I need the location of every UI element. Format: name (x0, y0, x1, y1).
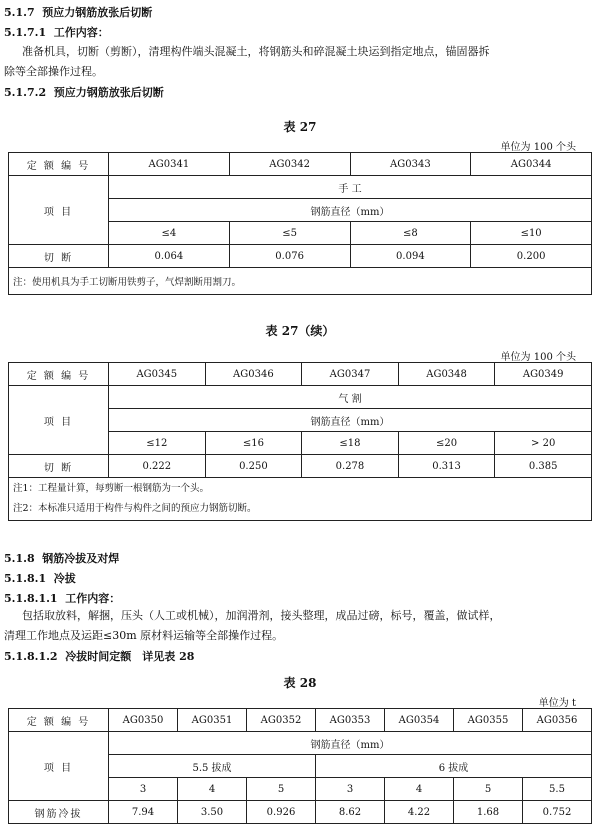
section-title: 冷拔 (53, 572, 76, 585)
section-number: 5.1.7 (4, 6, 35, 19)
table-27 (8, 152, 592, 295)
diameter-cell: 5 (247, 778, 316, 801)
section-number: 5.1.7.1 (4, 26, 47, 39)
method-cell: 气 割 (109, 386, 592, 409)
table-note-2: 注2：本标准只适用于构件与构件之间的预应力钢筋切断。 (13, 503, 257, 514)
table-row (9, 801, 592, 824)
code-label: 定 额 编 号 (9, 363, 109, 386)
table-28 (8, 708, 592, 824)
code-cell: AG0344 (471, 153, 592, 176)
section-title: 工作内容： (53, 26, 109, 39)
section-number: 5.1.8 (4, 552, 35, 565)
section-5-1-8-1-2-heading (4, 648, 194, 664)
work-content-1-line2: 除等全部操作过程。 (4, 65, 103, 78)
diameter-cell: 4 (385, 778, 454, 801)
table-27-cont-caption: 表 27（续） (265, 324, 335, 338)
section-5-1-7-1-heading (4, 24, 109, 40)
code-cell: AG0352 (247, 709, 316, 732)
work-content-1-line1: 准备机具，切断（剪断），清理构件端头混凝土，将钢筋头和碎混凝土块运到指定地点，锚固器拆 (22, 45, 490, 58)
value-cell: 8.62 (316, 801, 385, 824)
table-row (9, 732, 592, 755)
code-cell: AG0348 (398, 363, 495, 386)
table-notes (9, 478, 592, 521)
work-content-2-line1: 包括取放料，解捆，压头（人工或机械），加润滑剂，接头整理，成品过磅，标号，覆盖，做试样， (22, 609, 501, 622)
group-cell: 6 拔成 (316, 755, 592, 778)
table-27-cont-unit: 单位为 100 个头 (500, 352, 576, 363)
diameter-cell: 5.5 (523, 778, 592, 801)
section-number: 5.1.8.1.1 (4, 592, 58, 605)
diameter-cell: ≤20 (398, 432, 495, 455)
code-cell: AG0349 (495, 363, 592, 386)
code-cell: AG0342 (229, 153, 350, 176)
section-number: 5.1.8.1.2 (4, 650, 58, 663)
row-label: 切 断 (9, 245, 109, 268)
section-5-1-8-1-1-heading (4, 590, 120, 606)
code-cell: AG0354 (385, 709, 454, 732)
table-row (9, 478, 592, 521)
code-cell: AG0350 (109, 709, 178, 732)
code-cell: AG0355 (454, 709, 523, 732)
table-row (9, 363, 592, 386)
table-row (9, 176, 592, 199)
table-28-caption: 表 28 (283, 676, 317, 690)
value-cell: 0.200 (471, 245, 592, 268)
section-title: 冷拔时间定额 详见表 28 (65, 650, 195, 663)
section-5-1-8-heading (4, 550, 119, 566)
section-title: 预应力钢筋放张后切断 (42, 6, 153, 19)
table-row (9, 455, 592, 478)
diameter-label: 钢筋直径（mm） (109, 199, 592, 222)
table-note: 注：使用机具为手工切断用铁剪子，气焊割断用割刀。 (9, 268, 592, 295)
code-label: 定 额 编 号 (9, 709, 109, 732)
diameter-cell: ≤4 (109, 222, 230, 245)
code-cell: AG0346 (205, 363, 302, 386)
code-cell: AG0341 (109, 153, 230, 176)
code-cell: AG0347 (302, 363, 399, 386)
value-cell: 4.22 (385, 801, 454, 824)
section-5-1-7-heading (4, 4, 152, 20)
section-5-1-8-1-heading (4, 570, 76, 586)
diameter-label: 钢筋直径（mm） (109, 409, 592, 432)
table-27-continued (8, 362, 592, 521)
diameter-cell: 4 (178, 778, 247, 801)
row-label: 钢筋冷拔 (9, 801, 109, 824)
table-27-caption: 表 27 (283, 120, 317, 134)
row-label: 切 断 (9, 455, 109, 478)
value-cell: 3.50 (178, 801, 247, 824)
diameter-cell: ≤8 (350, 222, 471, 245)
value-cell: 7.94 (109, 801, 178, 824)
table-28-unit: 单位为 t (538, 698, 576, 709)
section-5-1-7-2-heading (4, 84, 164, 100)
group-cell: 5.5 拔成 (109, 755, 316, 778)
diameter-cell: 5 (454, 778, 523, 801)
code-cell: AG0356 (523, 709, 592, 732)
value-cell: 0.222 (109, 455, 206, 478)
work-content-2 (4, 606, 588, 646)
value-cell: 1.68 (454, 801, 523, 824)
code-cell: AG0353 (316, 709, 385, 732)
code-label: 定 额 编 号 (9, 153, 109, 176)
table-row (9, 386, 592, 409)
value-cell: 0.313 (398, 455, 495, 478)
diameter-cell: 3 (316, 778, 385, 801)
diameter-cell: ≤18 (302, 432, 399, 455)
table-27-unit: 单位为 100 个头 (500, 142, 576, 153)
table-row (9, 709, 592, 732)
code-cell: AG0345 (109, 363, 206, 386)
section-title: 钢筋冷拔及对焊 (42, 552, 120, 565)
work-content-1 (4, 42, 588, 82)
value-cell: 0.250 (205, 455, 302, 478)
value-cell: 0.076 (229, 245, 350, 268)
work-content-2-line2: 清理工作地点及运距≤30m 原材料运输等全部操作过程。 (4, 629, 284, 642)
section-title: 工作内容： (65, 592, 121, 605)
table-row (9, 153, 592, 176)
value-cell: 0.926 (247, 801, 316, 824)
table-row (9, 268, 592, 295)
value-cell: 0.752 (523, 801, 592, 824)
value-cell: 0.385 (495, 455, 592, 478)
value-cell: 0.278 (302, 455, 399, 478)
diameter-cell: ≤10 (471, 222, 592, 245)
section-number: 5.1.7.2 (4, 86, 47, 99)
diameter-cell: ≤12 (109, 432, 206, 455)
value-cell: 0.094 (350, 245, 471, 268)
value-cell: 0.064 (109, 245, 230, 268)
code-cell: AG0351 (178, 709, 247, 732)
table-note-1: 注1：工程量计算，每剪断一根钢筋为一个头。 (13, 483, 210, 494)
diameter-cell: ≤16 (205, 432, 302, 455)
section-title: 预应力钢筋放张后切断 (53, 86, 164, 99)
diameter-cell: ≤5 (229, 222, 350, 245)
item-label: 项 目 (9, 386, 109, 455)
diameter-label: 钢筋直径（mm） (109, 732, 592, 755)
item-label: 项 目 (9, 176, 109, 245)
table-row (9, 245, 592, 268)
diameter-cell: 3 (109, 778, 178, 801)
diameter-cell: > 20 (495, 432, 592, 455)
item-label: 项 目 (9, 732, 109, 801)
method-cell: 手 工 (109, 176, 592, 199)
code-cell: AG0343 (350, 153, 471, 176)
section-number: 5.1.8.1 (4, 572, 47, 585)
